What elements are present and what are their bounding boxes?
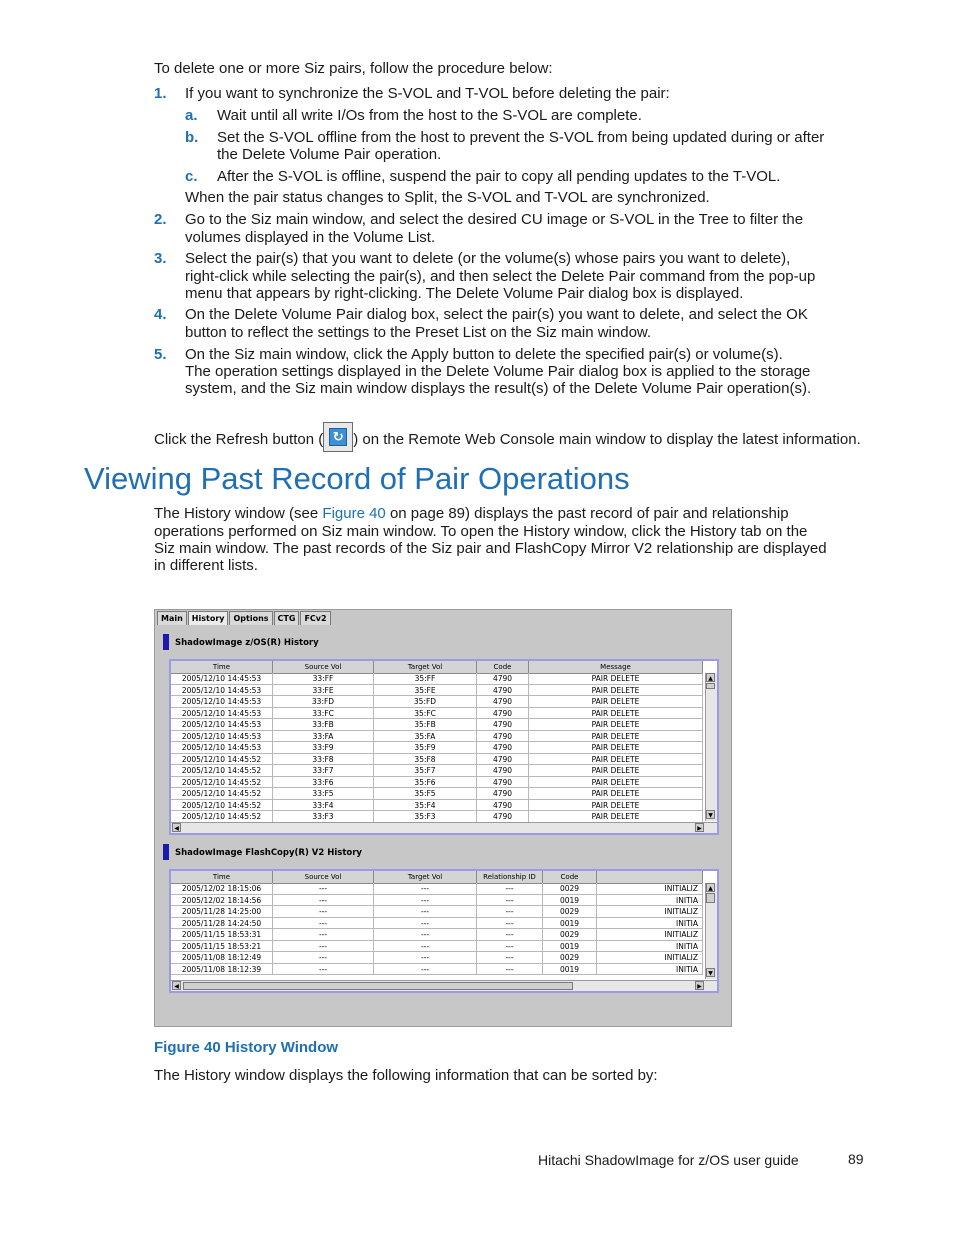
table-cell: 4790 [477,685,529,696]
table-cell: 4790 [477,719,529,730]
col-code[interactable]: Code [543,871,597,883]
scroll-up-icon[interactable]: ▲ [706,673,715,682]
tab-fcv2[interactable]: FCv2 [300,611,330,625]
table-cell: --- [374,906,477,917]
table-cell: INITIALIZ [597,883,703,894]
table-cell: --- [477,952,543,963]
table-row[interactable] [171,800,703,812]
table-cell: PAIR DELETE [529,719,703,730]
table-cell: 33:F8 [273,754,374,765]
page-number: 89 [848,1151,864,1167]
table-cell: --- [273,929,374,940]
scroll-thumb[interactable] [706,683,715,689]
table-row[interactable] [171,719,703,731]
table-cell: --- [477,883,543,894]
table-cell: 35:FB [374,719,477,730]
tab-main[interactable]: Main [157,611,187,625]
table-cell: --- [477,964,543,975]
table-cell: 33:F9 [273,742,374,753]
table-cell: PAIR DELETE [529,754,703,765]
table-cell: 2005/12/10 14:45:52 [171,811,273,822]
table-cell: 2005/12/10 14:45:52 [171,777,273,788]
step-1-text: If you want to synchronize the S-VOL and T-VOL before deleting the pair: [185,85,670,102]
step-5-number: 5. [154,346,167,363]
table-cell: 35:F9 [374,742,477,753]
col-source-vol[interactable]: Source Vol [273,661,374,673]
table-cell: 4790 [477,811,529,822]
col-time[interactable]: Time [171,871,273,883]
scroll-down-icon[interactable]: ▼ [706,810,715,819]
hscroll-thumb[interactable] [183,982,573,990]
para-line-1 [154,505,789,522]
step-3-number: 3. [154,250,167,267]
table-cell: 0029 [543,906,597,917]
table-cell: 35:F6 [374,777,477,788]
fc-history-table [169,869,719,993]
table-row[interactable] [171,952,703,964]
table-row[interactable] [171,811,703,823]
table-cell: 2005/12/02 18:14:56 [171,895,273,906]
refresh-icon: ↻ [323,422,353,452]
table-cell: 2005/12/02 18:15:06 [171,883,273,894]
table-row[interactable] [171,708,703,720]
table-cell: PAIR DELETE [529,800,703,811]
table-cell: 2005/12/10 14:45:53 [171,696,273,707]
tab-options[interactable]: Options [229,611,272,625]
table-cell: PAIR DELETE [529,696,703,707]
table-cell: 0029 [543,883,597,894]
table-row[interactable] [171,906,703,918]
refresh-text-before: Click the Refresh button ( [154,431,324,448]
table-cell: 35:FA [374,731,477,742]
substep-a-text: Wait until all write I/Os from the host to the S-VOL are complete. [217,107,642,124]
table-cell: 33:F7 [273,765,374,776]
tab-history[interactable]: History [188,611,229,625]
table-cell: 4790 [477,673,529,684]
table-cell: 0029 [543,929,597,940]
table-cell: 0019 [543,918,597,929]
table-cell: --- [273,906,374,917]
col-target-vol[interactable]: Target Vol [374,661,477,673]
table-cell: --- [374,895,477,906]
step-2-line-1: Go to the Siz main window, and select the desired CU image or S-VOL in the Tree to filter the [185,211,804,228]
fc-history-hscroll[interactable] [171,980,717,992]
step-5-line-1: On the Siz main window, click the Apply button to delete the specified pair(s) or volume(s). [185,346,783,363]
table-cell: --- [374,918,477,929]
table-cell: 33:FB [273,719,374,730]
table-row[interactable] [171,685,703,697]
col-code[interactable]: Code [477,661,529,673]
step-3-line-2: right-click while selecting the pair(s), and then select the Delete Pair command from the pop-up [185,268,816,285]
step-4-line-2: button to reflect the settings to the Preset List on the Siz main window. [185,324,652,341]
section-1-title: ShadowImage z/OS(R) History [175,638,319,648]
fc-history-vscroll[interactable] [705,883,717,979]
table-row[interactable] [171,731,703,743]
table-cell: --- [477,941,543,952]
section-2-marker [163,844,169,860]
table-cell: 2005/11/28 14:25:00 [171,906,273,917]
table-cell: --- [477,895,543,906]
table-cell: --- [477,906,543,917]
table-row[interactable] [171,742,703,754]
step-2-line-2: volumes displayed in the Volume List. [185,229,436,246]
refresh-instruction [154,422,861,452]
table-cell: PAIR DELETE [529,731,703,742]
table-cell: --- [477,929,543,940]
scroll-thumb[interactable] [706,893,715,903]
table-cell: --- [374,883,477,894]
table-row[interactable] [171,765,703,777]
table-row[interactable] [171,941,703,953]
table-cell: 2005/12/10 14:45:52 [171,800,273,811]
figure-caption: Figure 40 History Window [154,1039,339,1056]
table-cell: 0019 [543,941,597,952]
table-cell: 35:F7 [374,765,477,776]
table-cell: 35:FF [374,673,477,684]
table-cell: 2005/11/15 18:53:31 [171,929,273,940]
table-cell: 35:F4 [374,800,477,811]
footer-title: Hitachi ShadowImage for z/OS user guide [538,1152,799,1168]
table-row[interactable] [171,777,703,789]
table-cell: 2005/12/10 14:45:52 [171,754,273,765]
col-message[interactable]: Message [529,661,703,673]
table-cell: PAIR DELETE [529,708,703,719]
table-cell: --- [273,964,374,975]
table-cell: 4790 [477,742,529,753]
table-row[interactable] [171,964,703,976]
scroll-right-icon[interactable]: ▶ [695,981,704,990]
scroll-left-icon[interactable]: ◀ [172,823,181,832]
table-row[interactable] [171,788,703,800]
table-cell: --- [273,952,374,963]
table-cell: 35:FE [374,685,477,696]
section-1-marker [163,634,169,650]
table-cell: 33:FE [273,685,374,696]
substep-b-line-1: Set the S-VOL offline from the host to prevent the S-VOL from being updated during or after [217,129,825,146]
table-cell: 0019 [543,895,597,906]
table-cell: PAIR DELETE [529,673,703,684]
table-cell: --- [374,929,477,940]
table-cell: --- [374,941,477,952]
table-cell: 35:F3 [374,811,477,822]
step-2-number: 2. [154,211,167,228]
table-cell: 2005/12/10 14:45:52 [171,788,273,799]
tab-ctg[interactable]: CTG [274,611,300,625]
table-cell: 2005/12/10 14:45:53 [171,731,273,742]
col-time[interactable]: Time [171,661,273,673]
para-line-3: Siz main window. The past records of the Siz pair and FlashCopy Mirror V2 relationship are displayed [154,540,827,557]
table-cell: 33:F3 [273,811,374,822]
table-cell: --- [273,883,374,894]
table-cell: 33:FC [273,708,374,719]
table-cell: 4790 [477,765,529,776]
scroll-right-icon[interactable]: ▶ [695,823,704,832]
table-cell: 2005/12/10 14:45:52 [171,765,273,776]
table-cell: --- [374,964,477,975]
step-3-line-3: menu that appears by right-clicking. The Delete Volume Pair dialog box is displayed. [185,285,744,302]
section-heading: Viewing Past Record of Pair Operations [84,461,630,496]
table-cell: --- [273,941,374,952]
table-cell: 33:FA [273,731,374,742]
table-row[interactable] [171,754,703,766]
substep-a-number: a. [185,107,198,124]
figure-40-link[interactable]: Figure 40 [322,505,386,522]
table-cell: 0019 [543,964,597,975]
table-cell: 4790 [477,696,529,707]
table-cell: 2005/12/10 14:45:53 [171,685,273,696]
scroll-up-icon[interactable]: ▲ [706,883,715,892]
table-cell: INITIA [597,895,703,906]
table-cell: PAIR DELETE [529,777,703,788]
table-cell: 2005/11/08 18:12:49 [171,952,273,963]
table-cell: PAIR DELETE [529,765,703,776]
para-line-2: operations performed on Siz main window. To open the History window, click the History tab on the [154,523,808,540]
para-line-4: in different lists. [154,557,258,574]
table-cell: 2005/11/15 18:53:21 [171,941,273,952]
table-cell: PAIR DELETE [529,788,703,799]
table-cell: PAIR DELETE [529,811,703,822]
table-cell: 35:F5 [374,788,477,799]
table-cell: INITIALIZ [597,906,703,917]
scroll-down-icon[interactable]: ▼ [706,968,715,977]
table-cell: 0029 [543,952,597,963]
table-cell: INITIA [597,918,703,929]
table-cell: INITIA [597,964,703,975]
tab-bar [157,611,332,625]
col-message[interactable] [597,871,703,883]
col-source-vol[interactable]: Source Vol [273,871,374,883]
history-vscroll[interactable] [705,673,717,821]
step-3-line-1: Select the pair(s) that you want to delete (or the volume(s) whose pairs you want to delete), [185,250,791,267]
history-hscroll[interactable] [171,822,717,834]
substep-b-line-2: the Delete Volume Pair operation. [217,146,442,163]
substep-b-number: b. [185,129,199,146]
step-1-note: When the pair status changes to Split, the S-VOL and T-VOL are synchronized. [185,189,710,206]
table-cell: 4790 [477,708,529,719]
table-row[interactable] [171,673,703,685]
table-cell: INITIA [597,941,703,952]
step-5-line-2: The operation settings displayed in the Delete Volume Pair dialog box is applied to the storage [185,363,811,380]
table-cell: INITIALIZ [597,952,703,963]
history-window-screenshot [154,609,732,1027]
table-cell: 35:F8 [374,754,477,765]
table-cell: 2005/12/10 14:45:53 [171,708,273,719]
table-cell: --- [273,918,374,929]
table-cell: --- [477,918,543,929]
col-relationship-id[interactable]: Relationship ID [477,871,543,883]
substep-c-text: After the S-VOL is offline, suspend the pair to copy all pending updates to the T-VOL. [217,168,781,185]
table-cell: INITIALIZ [597,929,703,940]
section-2-title: ShadowImage FlashCopy(R) V2 History [175,848,362,858]
table-cell: 2005/12/10 14:45:53 [171,719,273,730]
intro-text: To delete one or more Siz pairs, follow the procedure below: [154,60,553,77]
substep-c-number: c. [185,168,198,185]
table-cell: 4790 [477,788,529,799]
scroll-left-icon[interactable]: ◀ [172,981,181,990]
table-cell: 35:FC [374,708,477,719]
table-cell: 2005/11/28 14:24:50 [171,918,273,929]
table-cell: 4790 [477,777,529,788]
table-cell: 35:FD [374,696,477,707]
refresh-text-after: ) on the Remote Web Console main window to display the latest information. [353,431,861,448]
para-line-1-end: on page 89) displays the past record of pair and relationship [385,505,789,522]
table-cell: 2005/12/10 14:45:53 [171,673,273,684]
table-cell: 33:F6 [273,777,374,788]
table-cell: 4790 [477,800,529,811]
table-cell: 2005/12/10 14:45:53 [171,742,273,753]
step-4-number: 4. [154,306,167,323]
step-5-line-3: system, and the Siz main window displays the result(s) of the Delete Volume Pair operation(s). [185,380,812,397]
table-cell: 4790 [477,731,529,742]
table-row[interactable] [171,918,703,930]
step-1-number: 1. [154,85,167,102]
history-table [169,659,719,835]
table-cell: 33:FD [273,696,374,707]
para-line-1-start: The History window (see [154,505,323,522]
table-cell: 33:F5 [273,788,374,799]
table-cell: PAIR DELETE [529,742,703,753]
table-cell: --- [273,895,374,906]
closing-text: The History window displays the following information that can be sorted by: [154,1067,658,1084]
table-row[interactable] [171,929,703,941]
table-cell: 2005/11/08 18:12:39 [171,964,273,975]
table-row[interactable] [171,696,703,708]
table-cell: --- [374,952,477,963]
col-target-vol[interactable]: Target Vol [374,871,477,883]
table-cell: 33:F4 [273,800,374,811]
table-cell: 4790 [477,754,529,765]
table-row[interactable] [171,883,703,895]
table-row[interactable] [171,895,703,907]
step-4-line-1: On the Delete Volume Pair dialog box, select the pair(s) you want to delete, and select the OK [185,306,808,323]
table-cell: PAIR DELETE [529,685,703,696]
table-cell: 33:FF [273,673,374,684]
